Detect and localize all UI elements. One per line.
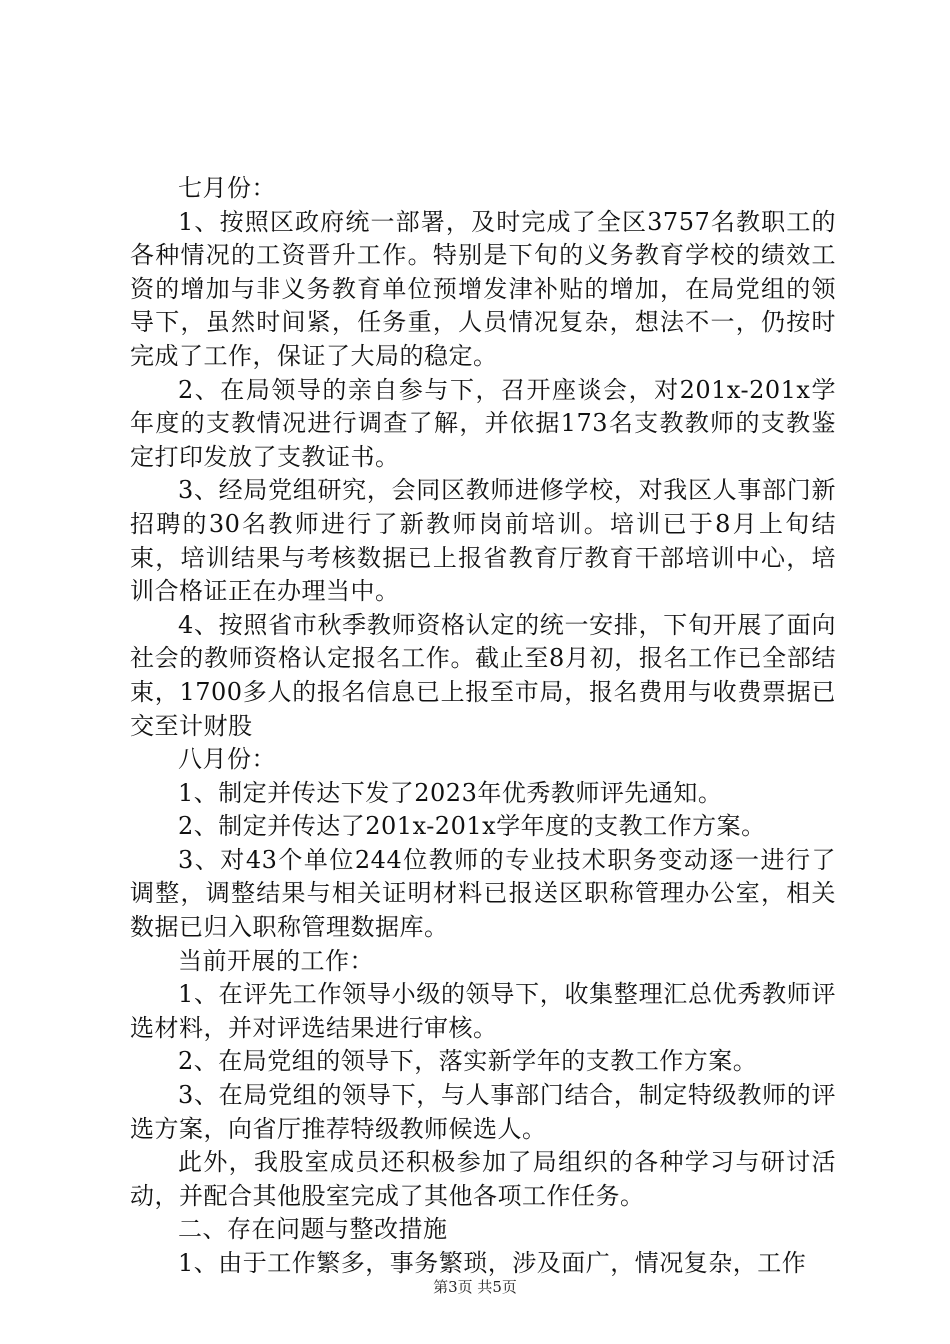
paragraph-august-item-2: 2、制定并传达了201x-201x学年度的支教工作方案。 (178, 812, 766, 841)
paragraph-additional-work: 此外，我股室成员还积极参加了局组织的各种学习与研讨活动，并配合其他股室完成了其他各项工作任务。 (130, 1148, 836, 1210)
paragraph-current-work-heading: 当前开展的工作： (178, 946, 374, 975)
paragraph-august-item-3: 3、对43个单位244位教师的专业技术职务变动逐一进行了调整，调整结果与相关证明材料已报送区职称管理办公室，相关数据已归入职称管理数据库。 (130, 845, 836, 942)
page-number-footer: 第3页 共5页 (433, 1278, 517, 1296)
paragraph-july-item-1: 1、按照区政府统一部署，及时完成了全区3757名教职工的各种情况的工资晋升工作。特别是下旬的义务教育学校的绩效工资的增加与非义务教育单位预增发津补贴的增加，在局党组的领导下，虽然时间紧，任务重，人员情况复杂，想法不一，仍按时完成了工作，保证了大局的稳定。 (130, 207, 836, 370)
paragraph-august-item-1: 1、制定并传达下发了2023年优秀教师评先通知。 (178, 778, 723, 807)
document-body (130, 172, 836, 1281)
paragraph-july-item-3: 3、经局党组研究，会同区教师进修学校，对我区人事部门新招聘的30名教师进行了新教师岗前培训。培训已于8月上旬结束，培训结果与考核数据已上报省教育厅教育干部培训中心，培训合格证正在办理当中。 (130, 476, 836, 606)
paragraph-current-work-item-1: 1、在评先工作领导小级的领导下，收集整理汇总优秀教师评选材料，并对评选结果进行审核。 (130, 980, 836, 1042)
paragraph-august-heading: 八月份： (178, 745, 276, 774)
paragraph-current-work-item-3: 3、在局党组的领导下，与人事部门结合，制定特级教师的评选方案，向省厅推荐特级教师候选人。 (130, 1081, 836, 1143)
paragraph-july-item-4: 4、按照省市秋季教师资格认定的统一安排，下旬开展了面向社会的教师资格认定报名工作。截止至8月初，报名工作已全部结束，1700多人的报名信息已上报至市局，报名费用与收费票据已交至计财股 (130, 610, 836, 740)
paragraph-current-work-item-2: 2、在局党组的领导下，落实新学年的支教工作方案。 (178, 1047, 758, 1076)
paragraph-july-heading: 七月份： (178, 174, 276, 202)
section-heading-problems: 二、存在问题与整改措施 (178, 1215, 448, 1244)
paragraph-problems-item-1: 1、由于工作繁多，事务繁琐，涉及面广，情况复杂，工作 (178, 1249, 807, 1277)
paragraph-july-item-2: 2、在局领导的亲自参与下，召开座谈会，对201x-201x学年度的支教情况进行调查了解，并依据173名支教教师的支教鉴定打印发放了支教证书。 (130, 375, 836, 471)
